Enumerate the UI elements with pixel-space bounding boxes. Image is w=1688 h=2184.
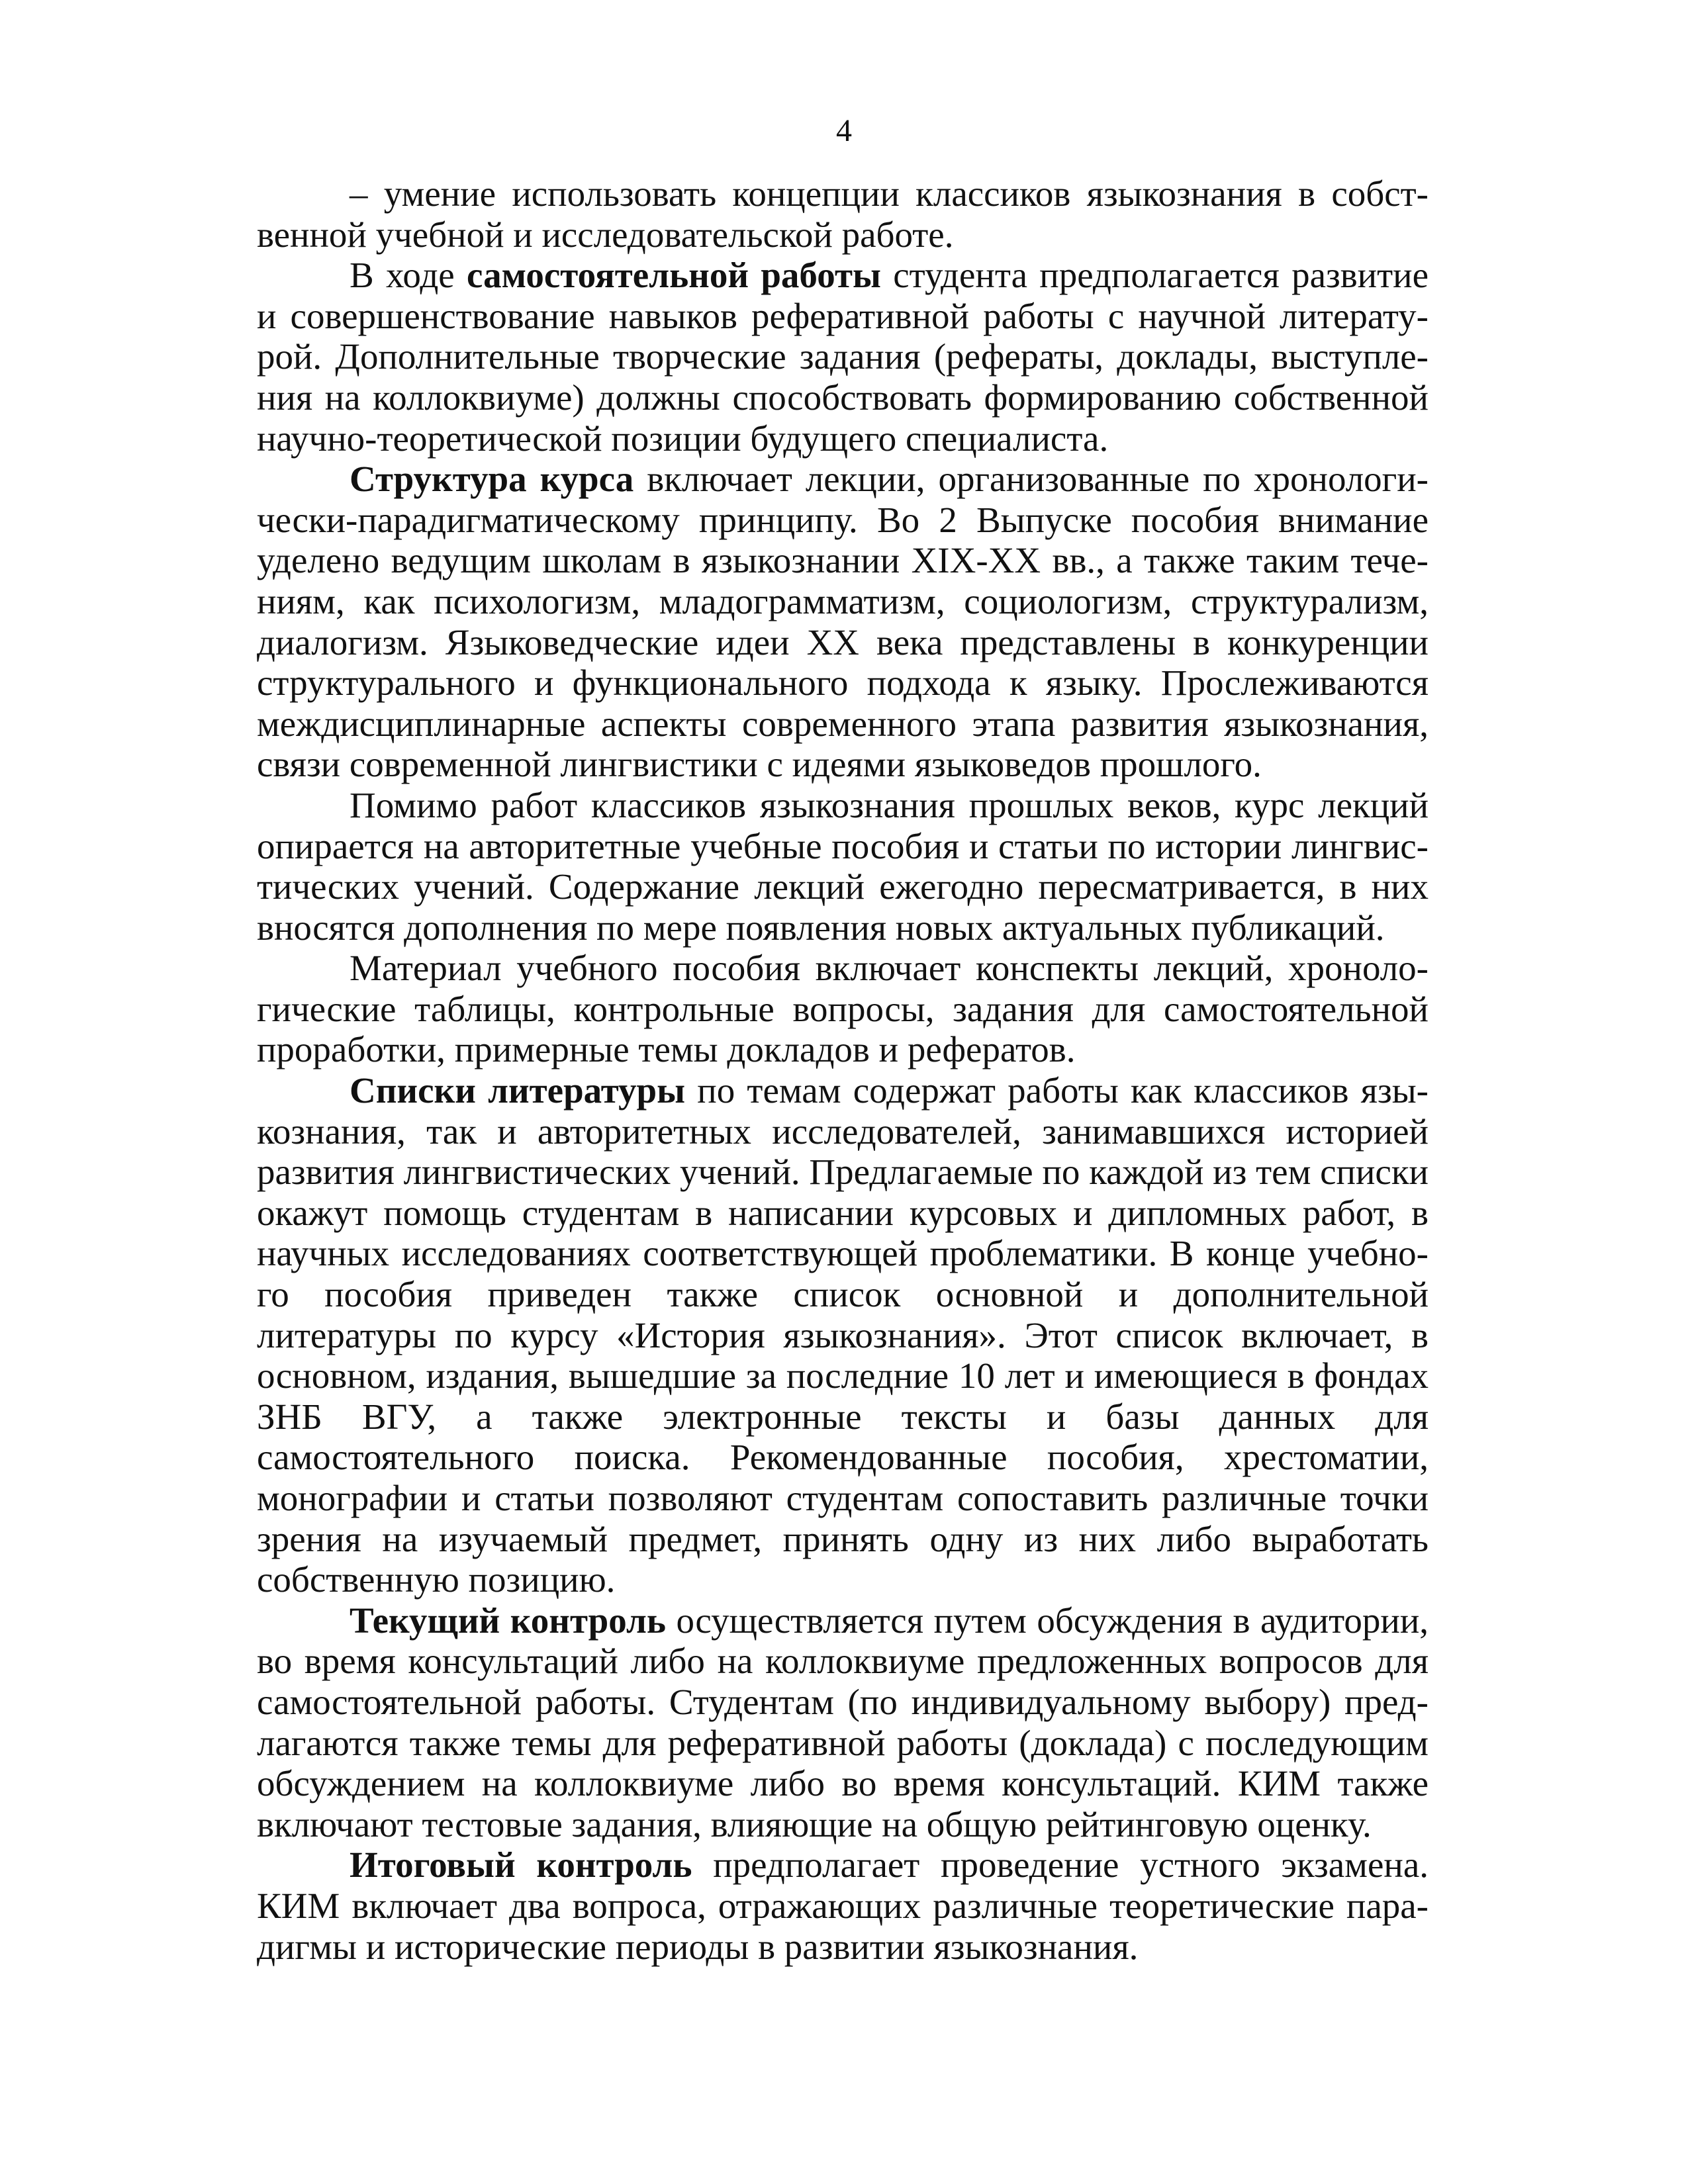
paragraph-text: осуществляется путем обсуждения в аудитории, во время консультаций либо на коллоквиуме предложенных вопросов для самостоятельной работы. Студентам (по индивидуальному выбору) предлагаются также темы для реферативной работы (доклада) с последующим обсуждением на коллоквиуме либо во время консультаций. КИМ также включают тестовые задания, влияющие на общую рейтинговую оценку. [257,1600,1429,1844]
paragraph-text: Помимо работ классиков языкознания прошлых веков, курс лекций опирается на авторитетные учебные пособия и статьи по истории лингвистических учений. Содержание лекций ежегодно пересматривается, в них вносятся дополнения по мере появления новых актуальных публикаций. [257,784,1429,948]
paragraph-literature-lists [257,1070,1429,1600]
paragraph-skills-continuation [257,173,1429,255]
body-text [257,173,1429,1967]
paragraph-materials [257,948,1429,1070]
paragraph-lecture-sources [257,785,1429,948]
paragraph-text: включает лекции, организованные по хронологически-парадигматическому принципу. Во 2 Выпуске пособия внимание уделено ведущим школам в языкознании XIX-XX вв., а также таким течениям, как психологизм, младограмматизм, социологизм, структурализм, диалогизм. Языковедческие идеи XX века представлены в конкуренции структурального и функционального подхода к языку. Прослеживаются междисциплинарные аспекты современного этапа развития языкознания, связи современной лингвистики с идеями языковедов прошлого. [257,459,1429,785]
paragraph-text: В ходе [350,255,467,296]
bold-term-independent-work: самостоятельной работы [467,255,881,296]
paragraph-text: предполагает проведение устного экзамена. КИМ включает два вопроса, отражающих различные теоретические парадигмы и исторические периоды в развитии языкознания. [257,1844,1429,1967]
paragraph-text: студента предполагается развитие и совершенствование навыков реферативной работы с научной литературой. Дополнительные творческие задания (рефераты, доклады, выступления на коллоквиуме) должны способствовать формированию собственной научно-теоретической позиции будущего специалиста. [257,255,1429,459]
bold-term-current-control: Текущий контроль [350,1600,666,1641]
paragraph-independent-work [257,255,1429,459]
bold-term-final-control: Итоговый контроль [350,1844,692,1886]
paragraph-text: Материал учебного пособия включает конспекты лекций, хронологические таблицы, контрольные вопросы, задания для самостоятельной проработки, примерные темы докладов и рефератов. [257,948,1429,1070]
paragraph-course-structure [257,459,1429,785]
paragraph-current-control [257,1600,1429,1845]
bold-term-literature-lists: Списки литературы [350,1070,686,1111]
paragraph-text: – умение использовать концепции классиков языкознания в собственной учебной и исследовательской работе. [257,173,1429,255]
bold-term-course-structure: Структура курса [350,459,634,500]
paragraph-text: по темам содержат работы как классиков языкознания, так и авторитетных исследователей, занимавшихся историей развития лингвистических учений. Предлагаемые по каждой из тем списки окажут помощь студентам в написании курсовых и дипломных работ, в научных исследованиях соответствующей проблематики. В конце учебного пособия приведен также список основной и дополнительной литературы по курсу «История языкознания». Этот список включает, в основном, издания, вышедшие за последние 10 лет и имеющиеся в фондах ЗНБ ВГУ, а также электронные тексты и базы данных для самостоятельного поиска. Рекомендованные пособия, хрестоматии, монографии и статьи позволяют студентам сопоставить различные точки зрения на изучаемый предмет, принять одну из них либо выработать собственную позицию. [257,1070,1429,1600]
page-number: 4 [836,113,852,148]
paragraph-final-control [257,1844,1429,1967]
